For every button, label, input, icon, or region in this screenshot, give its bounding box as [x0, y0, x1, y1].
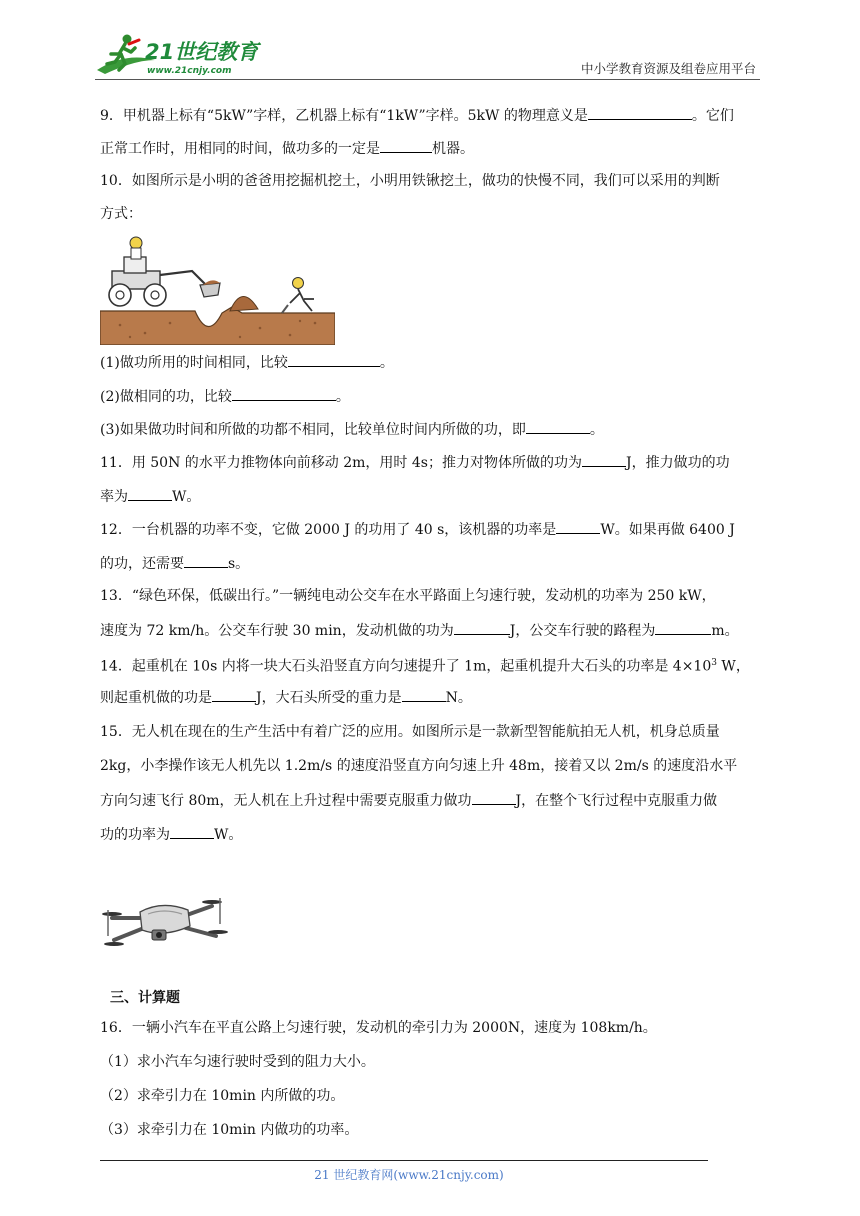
excavator-illustration-icon: [100, 233, 335, 345]
q10-sub1-text: (1)做功所用的时间相同，比较: [100, 355, 288, 371]
drone-figure: [100, 888, 232, 956]
excavator-figure: [100, 233, 335, 345]
footer-link[interactable]: 21 世纪教育网(www.21cnjy.com): [314, 1168, 504, 1182]
q16-stem: 16．一辆小汽车在平直公路上匀速行驶，发动机的牵引力为 2000N，速度为 108km/h。: [100, 1020, 657, 1036]
q15-line2: 2kg，小李操作该无人机先以 1.2m/s 的速度沿竖直方向匀速上升 48m，接着又以 2m/s 的速度沿水平: [100, 758, 738, 774]
q13-line2: [100, 619, 765, 642]
q9-text-c: 正常工作时，用相同的时间，做功多的一定是: [100, 141, 380, 157]
q16-sub2: （2）求牵引力在 10min 内所做的功。: [100, 1088, 345, 1104]
q10-blank-3[interactable]: [526, 418, 590, 434]
q14-text-e: N。: [445, 690, 472, 706]
header-rule: [95, 79, 760, 80]
q10-sub2: [100, 385, 765, 408]
q13-text-c: m。: [711, 623, 739, 639]
q13-blank-1[interactable]: [454, 619, 510, 635]
q15-blank-1[interactable]: [472, 789, 516, 805]
q11-text-a: 11．用 50N 的水平力推物体向前移动 2m，用时 4s；推力对物体所做的功为: [100, 455, 582, 471]
q11-text-d: W。: [172, 489, 201, 505]
q10-blank-2[interactable]: [232, 385, 336, 401]
q15-text-d: W。: [214, 827, 243, 843]
q12-line1: [100, 518, 765, 541]
q9-text-d: 机器。: [432, 141, 474, 157]
q12-text-a: 12．一台机器的功率不变，它做 2000 J 的功用了 40 s，该机器的功率是: [100, 522, 557, 538]
q13-blank-2[interactable]: [655, 619, 711, 635]
q10-sub2-text: (2)做相同的功，比较: [100, 389, 232, 405]
q11-blank-2[interactable]: [128, 485, 172, 501]
q10-sub3-end: 。: [589, 422, 604, 438]
q9-text-b: 。它们: [691, 108, 734, 124]
q15-text-b: J，在整个飞行过程中克服重力做: [515, 793, 718, 809]
q10-line1: 10．如图所示是小明的爸爸用挖掘机挖土，小明用铁锹挖土，做功的快慢不同，我们可以采用的判断: [100, 173, 720, 189]
q12-text-b: W。如果再做 6400 J: [600, 522, 735, 538]
runner-logo-icon: [95, 30, 270, 80]
q12-blank-2[interactable]: [184, 552, 228, 568]
q14-exponent: 3: [711, 658, 717, 668]
q10-sub3: [100, 418, 765, 441]
site-logo: [95, 30, 270, 80]
q16-sub3: （3）求牵引力在 10min 内做功的功率。: [100, 1122, 359, 1138]
drone-illustration-icon: [100, 888, 232, 956]
q14-blank-2[interactable]: [402, 686, 446, 702]
q12-text-d: s。: [228, 556, 250, 572]
q14-text-b: W，: [716, 658, 750, 675]
q11-text-c: 率为: [100, 489, 128, 505]
q14-text-a: 14．起重机在 10s 内将一块大石头沿竖直方向匀速提升了 1m，起重机提升大石头的功率是 4×10: [100, 658, 712, 675]
q10-sub1-end: 。: [379, 355, 394, 371]
q10-sub3-text: (3)如果做功时间和所做的功都不相同，比较单位时间内所做的功，即: [100, 422, 526, 438]
q9-text-a: 9．甲机器上标有“5kW”字样，乙机器上标有“1kW”字样。5kW 的物理意义是: [100, 108, 588, 124]
q11-text-b: J，推力做功的功: [625, 455, 730, 471]
q15-text-c: 功的功率为: [100, 827, 170, 843]
q12-line2: [100, 552, 765, 575]
section-title-calculation: 三、计算题: [110, 990, 180, 1006]
q14-blank-1[interactable]: [212, 686, 256, 702]
logo-url: www.21cnjy.com: [147, 66, 232, 76]
q14-line1: [100, 652, 765, 678]
logo-wordmark: 21世纪教育: [145, 40, 259, 64]
q9-blank-1[interactable]: [588, 104, 692, 120]
q15-blank-2[interactable]: [170, 823, 214, 839]
q16-sub1: （1）求小汽车匀速行驶时受到的阻力大小。: [100, 1054, 375, 1070]
q9-blank-2[interactable]: [380, 137, 432, 153]
q10-blank-1[interactable]: [288, 351, 380, 367]
q9-line1: [100, 104, 765, 127]
page-header: [95, 30, 760, 82]
q12-text-c: 的功，还需要: [100, 556, 184, 572]
q14-text-c: 则起重机做的功是: [100, 690, 212, 706]
q14-text-d: J，大石头所受的重力是: [256, 690, 402, 706]
q13-line1: 13．“绿色环保，低碳出行。”一辆纯电动公交车在水平路面上匀速行驶，发动机的功率为 250 kW，: [100, 588, 716, 604]
q11-line1: [100, 451, 765, 474]
q15-line4: [100, 823, 765, 846]
q9-line2: [100, 137, 765, 160]
q10-line2: 方式：: [100, 206, 142, 222]
footer-rule: [100, 1160, 708, 1161]
q11-blank-1[interactable]: [582, 451, 626, 467]
q11-line2: [100, 485, 765, 508]
q10-sub1: [100, 351, 765, 374]
q13-text-a: 速度为 72 km/h。公交车行驶 30 min，发动机做的功为: [100, 623, 454, 639]
q15-line3: [100, 789, 765, 812]
q14-line2: [100, 686, 765, 709]
q12-blank-1[interactable]: [556, 518, 600, 534]
q15-text-a: 方向匀速飞行 80m，无人机在上升过程中需要克服重力做功: [100, 793, 472, 809]
q15-line1: 15．无人机在现在的生产生活中有着广泛的应用。如图所示是一款新型智能航拍无人机，机身总质量: [100, 724, 720, 740]
site-name: 中小学教育资源及组卷应用平台: [580, 61, 756, 76]
q10-sub2-end: 。: [335, 389, 350, 405]
q13-text-b: J，公交车行驶的路程为: [509, 623, 656, 639]
